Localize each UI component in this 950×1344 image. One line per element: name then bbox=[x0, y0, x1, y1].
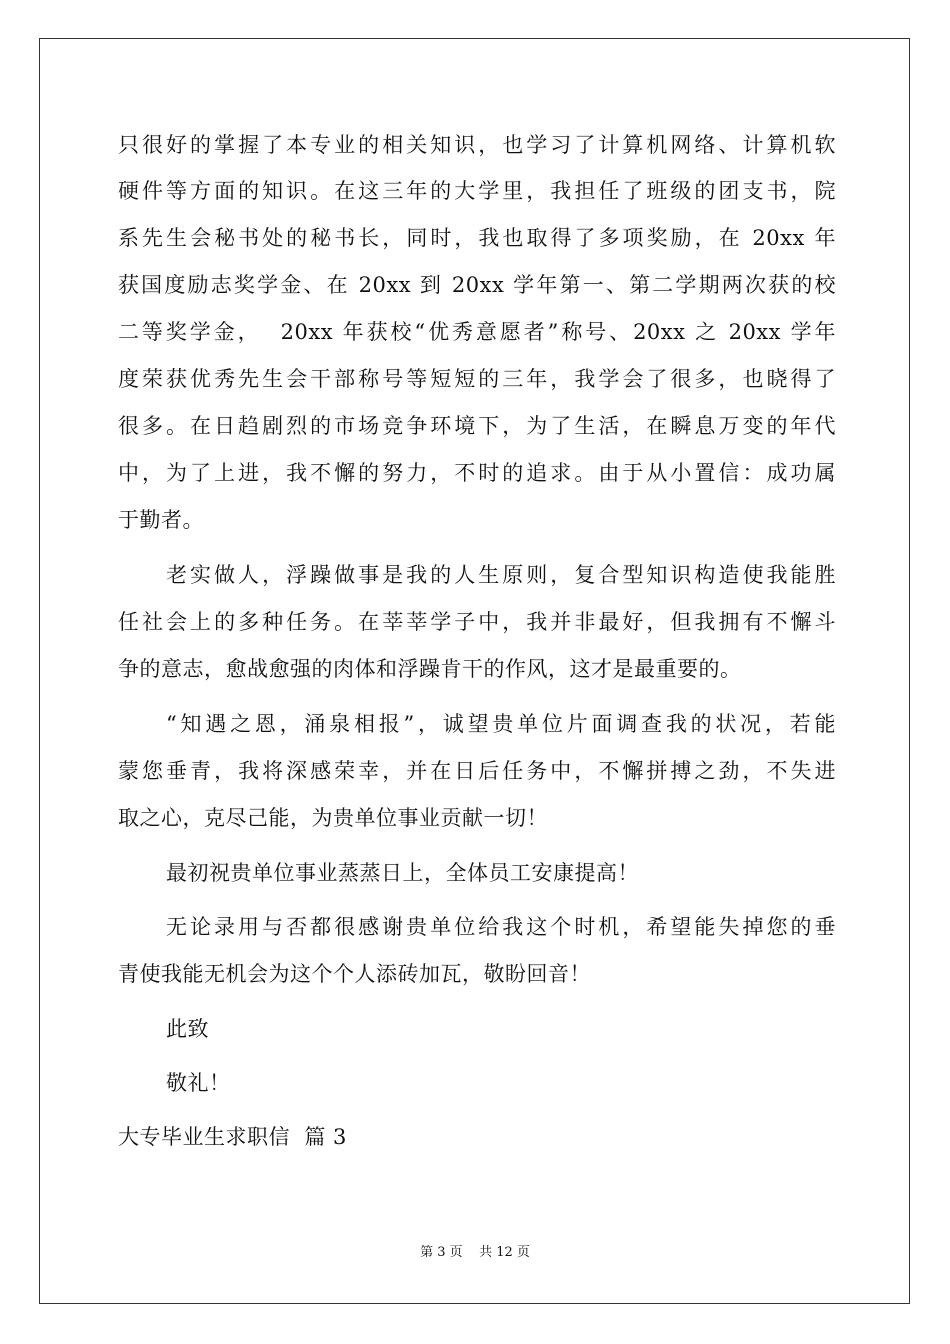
paragraph-line: 取之心，克尽己能，为贵单位事业贡献一切！ bbox=[118, 806, 548, 830]
page-number-footer: 第 3 页 共 12 页 bbox=[420, 1245, 530, 1260]
paragraph-line: 只很好的掌握了本专业的相关知识，也学习了计算机网络、计算机软 bbox=[118, 133, 836, 157]
paragraph-line: 硬件等方面的知识。在这三年的大学里，我担任了班级的团支书，院 bbox=[118, 179, 836, 203]
paragraph-line: 蒙您垂青，我将深感荣幸，并在日后任务中，不懈拼搏之劲，不失进 bbox=[118, 759, 836, 783]
paragraph-line: 老实做人，浮躁做事是我的人生原则，复合型知识构造使我能胜 bbox=[166, 563, 836, 587]
section-heading: 大专毕业生求职信 篇 3 bbox=[118, 1125, 347, 1149]
paragraph-line: 无论录用与否都很感谢贵单位给我这个时机，希望能失掉您的垂 bbox=[166, 915, 836, 939]
paragraph-line: 很多。在日趋剧烈的市场竞争环境下，为了生活，在瞬息万变的年代 bbox=[118, 414, 836, 438]
paragraph-line: 获国度励志奖学金、在 20xx 到 20xx 学年第一、第二学期两次获的校 bbox=[118, 273, 836, 297]
paragraph-line: 于勤者。 bbox=[118, 508, 204, 532]
paragraph-line: “知遇之恩，涌泉相报”，诚望贵单位片面调查我的状况，若能 bbox=[166, 712, 836, 736]
closing-regards: 敬礼！ bbox=[166, 1071, 231, 1095]
paragraph-line: 二等奖学金， 20xx 年获校“优秀意愿者”称号、20xx 之 20xx 学年 bbox=[118, 320, 836, 344]
paragraph-line: 任社会上的多种任务。在莘莘学子中，我并非最好，但我拥有不懈斗 bbox=[118, 610, 836, 634]
paragraph-line: 中，为了上进，我不懈的努力，不时的追求。由于从小置信：成功属 bbox=[118, 461, 836, 485]
paragraph-line: 系先生会秘书处的秘书长，同时，我也取得了多项奖励，在 20xx 年 bbox=[118, 226, 836, 250]
paragraph-line: 度荣获优秀先生会干部称号等短短的三年，我学会了很多，也晓得了 bbox=[118, 367, 836, 391]
closing-salutation: 此致 bbox=[166, 1017, 209, 1041]
paragraph-line: 青使我能无机会为这个个人添砖加瓦，敬盼回音！ bbox=[118, 962, 591, 986]
paragraph-line: 最初祝贵单位事业蒸蒸日上，全体员工安康提高！ bbox=[166, 861, 639, 885]
paragraph-line: 争的意志，愈战愈强的肉体和浮躁肯干的作风，这才是最重要的。 bbox=[118, 657, 742, 681]
